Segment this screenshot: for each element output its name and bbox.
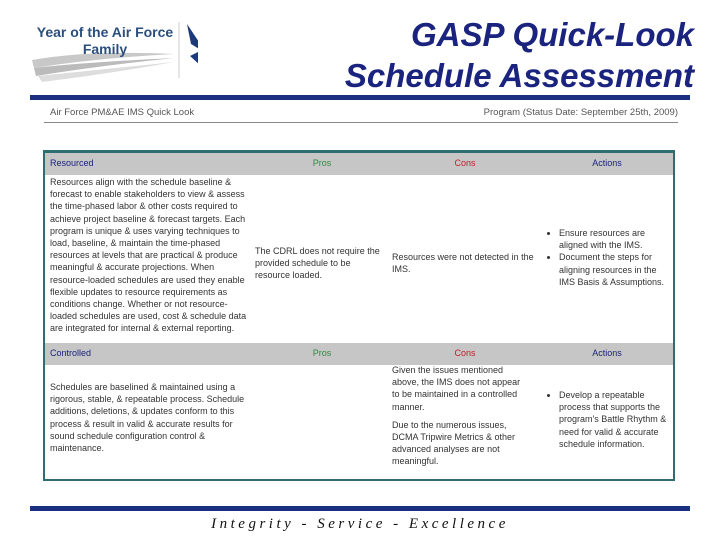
logo-line-1: Year of the Air Force (36, 24, 174, 40)
footer-divider (30, 506, 690, 511)
subheader-left: Air Force PM&AE IMS Quick Look (50, 107, 195, 118)
actions-list (545, 227, 670, 288)
cons-paragraph: Due to the numerous issues, DCMA Tripwire Metrics & other advanced analyses are not meaningful. (392, 419, 516, 467)
title-divider (30, 95, 690, 100)
section-label: Resourced (50, 158, 94, 168)
action-item: • Ensure resources are aligned with the IMS. (559, 227, 670, 251)
title-line-2: Schedule Assessment (344, 57, 694, 94)
cons-paragraph: Given the issues mentioned above, the IMS does not appear to be maintained in a controlled manner. (392, 365, 521, 412)
subheader-divider (44, 122, 678, 123)
subheader-right: Program (Status Date: September 25th, 2009) (483, 107, 678, 118)
assessment-table (43, 150, 675, 481)
cons-header: Cons (454, 158, 476, 168)
cons-text (392, 364, 527, 468)
logo-line-2: Family (82, 41, 128, 57)
section-description: Resources align with the schedule baseline & forecast to enable stakeholders to view & assess the time-phased labor & other costs required to achieve project baseline & forecast targets. Each program is unique & uses varying techniques to load, baseline, & maintain the time-phased resources at levels that are practical & produce meaningful & accurate projections. When resource-loaded schedules are used they enable flexible updates to resource requirements as conditions change. Whether or not resource-loaded schedules are used, cost & schedule data are integrated for internal & external reporting. (50, 177, 247, 334)
section-header-resourced (45, 153, 673, 175)
pros-header: Pros (312, 348, 332, 358)
section-header-controlled (45, 343, 673, 365)
actions-header: Actions (592, 348, 622, 358)
cons-header: Cons (454, 348, 476, 358)
section-description: Schedules are baselined & maintained using a rigorous, stable, & repeatable process. Schedule additions, deletions, & updates conform to this process & result in valid & accurate results for sound schedule configuration control & maintenance. (50, 382, 245, 454)
action-item: • Document the steps for aligning resources in the IMS Basis & Assumptions. (559, 251, 670, 288)
action-item: • Develop a repeatable process that supports the program's Battle Rhythm & need for valid & accurate schedule information. (559, 389, 670, 450)
section-label: Controlled (50, 348, 92, 358)
pros-text: The CDRL does not require the provided schedule to be resource loaded. (255, 246, 380, 281)
title-line-1: GASP Quick-Look (411, 16, 694, 53)
footer-motto: Integrity - Service - Excellence (211, 516, 509, 532)
cons-text: Resources were not detected in the IMS. (392, 252, 534, 275)
pros-header: Pros (312, 158, 332, 168)
page-title (345, 14, 694, 96)
logo-text (30, 24, 180, 58)
actions-header: Actions (592, 158, 622, 168)
actions-list (545, 389, 670, 450)
